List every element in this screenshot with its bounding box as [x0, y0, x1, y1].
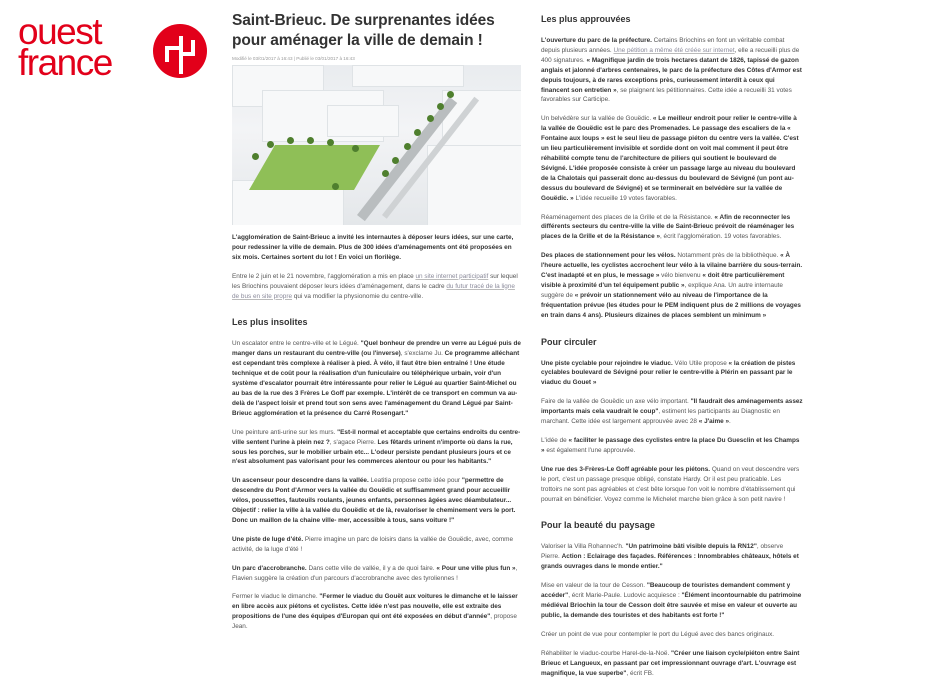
idea-paragraph: [232, 564, 522, 584]
body-text: Réaménagement des places de la Grille et de la Résistance.: [541, 213, 715, 221]
petition-link[interactable]: Une pétition a même été créée sur internet: [613, 46, 735, 54]
body-text: , écrit l'agglomération. 19 votes favorables.: [660, 233, 782, 241]
bold-quote-text: Des places de stationnement pour les vélos.: [541, 252, 676, 260]
body-text: Fermer le viaduc le dimanche.: [232, 593, 320, 601]
idea-paragraph: [541, 436, 803, 456]
participatory-site-link[interactable]: un site internet participatif: [415, 272, 489, 280]
body-text: Réhabiliter le viaduc-courbe Harel-de-la-Noë.: [541, 649, 672, 657]
body-text: vélo bienvenu: [659, 272, 703, 280]
idea-paragraph: [541, 359, 803, 389]
body-text: Mise en valeur de la tour de Cesson.: [541, 582, 647, 590]
article-lead: L'agglomération de Saint-Brieuc a invité les internautes à déposer leurs idées, sur une carte, pour redessiner la ville de demain. Plus de 300 idées d'aménagements ont été proposées en six mois. Certaines sortent du lot ! En voici un florilège.: [232, 234, 514, 261]
section-heading-approuvees: Les plus approuvées: [541, 14, 631, 24]
body-text: Valoriser la Villa Rohannec'h.: [541, 543, 626, 551]
bold-quote-text: "Créer une liaison cycle/piéton entre Saint Brieuc et Langueux, en passant par cet impressionnant ouvrage d'art. L'ouvrage est magnifique, la vue superbe": [541, 649, 800, 677]
body-text: sur lequel les Briochins pouvaient déposer leurs idées d'aménagement, dans le cadre: [232, 272, 518, 290]
article-intro: [232, 272, 522, 302]
body-text: Quand on veut descendre vers le port, c'est un passage presque obligé, constate Hardy. Or il est peu praticable. Les trottoirs ne sont pas agréables et c'est bête lorsque l'on voit le nombre d'établissement qui pourrait en bénéficier. Voyez comme le Michelet marche bien grâce à son petit navire !: [541, 465, 800, 503]
section-heading-insolites: Les plus insolites: [232, 317, 308, 328]
bold-quote-text: "Il faudrait des aménagements assez importants mais cela vaudrait le coup": [541, 398, 803, 416]
body-text: est également l'une approuvée.: [544, 446, 636, 454]
body-text: Certains Briochins en font un véritable combat depuis plusieurs années.: [541, 37, 785, 54]
body-text: Notamment près de la bibliothèque.: [675, 252, 781, 260]
body-text: Un escalator entre le centre-ville et le Légué.: [232, 340, 361, 348]
idea-paragraph: [232, 428, 522, 468]
body-text: L'idée de: [541, 437, 569, 444]
body-text: , elle a recueilli plus de 400 signatures.: [541, 46, 800, 64]
idea-paragraph: [541, 542, 803, 572]
body-text: , estiment les participants au Diagnostic en marchant. Cette idée est largement approuvée avec 28: [541, 408, 780, 426]
logo-line-france: france: [18, 42, 112, 83]
body-text: Pierre imagine un parc de loisirs dans la vallée de Gouëdic, avec, comme activité, de la luge d'été !: [232, 535, 514, 553]
section-heading-circuler: Pour circuler: [541, 336, 597, 347]
body-text: Leatitia propose cette idée pour: [368, 477, 462, 485]
body-text: Dans cette ville de vallée, il y a de quoi faire.: [306, 564, 437, 572]
bold-quote-text: "Beaucoup de touristes demandent comment y accéder": [541, 582, 791, 600]
idea-paragraph: [541, 581, 803, 621]
bold-quote-text: « À l'heure actuelle, les cyclistes accrochent leur vélo à la vilaine barrière du sous-terrain. C'est inadapté et en plus, le message »: [541, 252, 803, 280]
bold-quote-text: Les fêtards urinent n'importe où dans la rue, sous les porches, sur le mobilier urbain etc... L'odeur persiste pendant plusieurs jours et ce n'est absolument pas valorisant pour les commerces alentour ou pour les habitants.": [232, 438, 513, 466]
bold-quote-text: Action : Eclairage des façades. Références : Innombrables châteaux, hôtels et grands ouvrages dans le monde entier.": [541, 553, 799, 571]
body-text: , s'exclame Ju.: [400, 350, 445, 358]
bold-quote-text: « doit être particulièrement visible à proximité d'un tel équipement public »: [541, 272, 785, 289]
article-hero-image: [232, 65, 521, 225]
idea-paragraph: [232, 339, 522, 418]
body-text: L'idée recueille 19 votes favorables.: [573, 194, 677, 202]
article-left-column: [232, 0, 522, 641]
idea-paragraph: [541, 465, 803, 505]
bold-quote-text: Une rue des 3-Frères-Le Goff agréable pour les piétons.: [541, 465, 711, 473]
bold-quote-text: Un ascenseur pour descendre dans la vallée.: [232, 477, 369, 485]
bold-quote-text: « Magnifique jardin de trois hectares datant de 1826, tapissé de gazon anglais et jalonné d'arbres centenaires, le parc de la préfecture des Côtes d'Armor est depuis toujours, à de rares exceptions près, curieusement interdit à ceux qui financent son entretien »: [541, 56, 802, 94]
body-text: Un belvédère sur la vallée de Gouëdic.: [541, 115, 653, 123]
body-text: , observe Pierre.: [541, 543, 784, 561]
idea-paragraph: [541, 114, 803, 203]
bold-quote-text: « Afin de reconnecter les différents secteurs du centre-ville la ville de Saint-Brieuc prévoit de réaménager les places de la Grille et de la Résistance »: [541, 213, 795, 241]
logo-wordmark: [18, 11, 112, 83]
idea-paragraph: [541, 630, 803, 640]
body-text: Une peinture anti-urine sur les murs.: [232, 428, 338, 436]
bold-quote-text: L'ouverture du parc de la préfecture.: [541, 37, 652, 44]
body-text: , écrit FB.: [626, 669, 654, 677]
body-text: , écrit Marie-Paule. Ludovic acquiesce :: [568, 592, 682, 600]
bold-quote-text: Une piste de luge d'été.: [232, 535, 304, 543]
idea-paragraph: [541, 36, 803, 105]
bold-quote-text: "Un patrimoine bâti visible depuis la RN12": [625, 543, 757, 551]
bus-line-link[interactable]: du futur tracé de la ligne de bus en site propre: [232, 282, 515, 300]
body-text: , propose Jean.: [232, 613, 517, 631]
idea-paragraph: [232, 476, 522, 526]
body-text: , explique Ana. Un autre internaute suggère de: [541, 281, 783, 299]
body-text: , s'agace Pierre.: [329, 438, 378, 446]
bold-quote-text: « Le meilleur endroit pour relier le centre-ville à la vallée de Gouëdic est le parc des Promenades. Le passage des escaliers de la « Fontaine aux loups » est le seul lieu de passage piéton du centre vers la vallée. C'est un lieu particulièrement invisible et sordide dont on voit mal comment il peut être réhabilité compte tenu de l'architecture de piliers qui soutient le boulevard de Sévigné. L'idée proposée consiste à créer un passage large au niveau du boulevard de la Chalotais qui passerait donc au-dessus du boulevard de Sévigné (un pont au-dessus du boulevard de Sévigné) et se terminerait en belvédère sur la vallée de Gouëdic. »: [541, 115, 799, 202]
idea-paragraph: [541, 251, 803, 320]
logo-line-ouest: ouest: [18, 11, 102, 52]
bold-quote-text: « prévoir un stationnement vélo au niveau de l'importance de la fréquentation prévue (les études pour le PEM indiquent plus de 2 millions de voyages en train dans 4 ans). Plusieurs dizaines de places semblent un minimum »: [541, 291, 801, 319]
section-heading-paysage: Pour la beauté du paysage: [541, 520, 656, 531]
bold-quote-text: "Élément incontournable du patrimoine médiéval Briochin la tour de Cesson doit être sauvée et mise en valeur et ouverte au public, la demande des touristes et des habitants est forte !": [541, 592, 802, 619]
bold-quote-text: Ce programme alléchant est cependant très complexe à réaliser à pied. À vélo, il faut être bien entraîné ! Une étude technique et de coût pour la réalisation d'un funiculaire ou téléphérique urbain, voir d'un système d'escalator pourrait être intéressante pour relier le Légué au quartier Saint-Michel ou au bas de la rue des 3 Frères Le Goff par exemple. L'intérêt de ce transport en commun va au-delà de l'aspect loisir et prend tout son sens avec l'aménagement du Grand Légué par Saint-Brieuc agglomération et la présence du Carré Rosengart.": [232, 350, 520, 417]
article-right-column: [541, 0, 803, 687]
bold-quote-text: "permettre de descendre du Pont d'Armor vers la vallée du Gouëdic et suffisamment grand pour accueillir vélos, poussettes, fauteuils roulants, jeunes enfants, personnes âgées avec déambulateur... Objectif : relier la ville à la vallée du Gouëdic et de là, revaloriser le cheminement vers le port. Donc un maillon de la chaine ville- mer, accessible à tous, sans voiture !": [232, 477, 516, 524]
body-text: .: [729, 418, 731, 426]
bold-quote-text: Un parc d'accrobranche.: [232, 564, 307, 572]
bold-quote-text: "Fermer le viaduc du Gouët aux voitures le dimanche et le laisser en libre accès aux piétons et cyclistes. Cette idée n'est pas nouvelle, elle est extraite des propositions de l'une des équipes d'Europan qui ont été exposées en début d'année": [232, 593, 518, 621]
article-title: Saint-Brieuc. De surprenantes idées pour aménager la ville de demain !: [232, 12, 495, 49]
body-text: , se plaignent les pétitionnaires. Cette idée a recueilli 31 votes favorables sur Carticipe.: [541, 86, 792, 104]
idea-paragraph: [232, 592, 522, 632]
bold-quote-text: « J'aime »: [698, 418, 730, 426]
idea-paragraph: [541, 213, 803, 243]
bold-quote-text: « la création de pistes cyclables boulevard de Sévigné pour relier le centre-ville à Plérin en passant par le viaduc du Gouet »: [541, 359, 796, 387]
idea-paragraph: [541, 397, 803, 427]
body-text: Créer un point de vue pour contempler le port du Légué avec des bancs originaux.: [541, 630, 775, 638]
logo-circle-icon: [153, 24, 207, 78]
bold-quote-text: Une piste cyclable pour rejoindre le viaduc.: [541, 359, 673, 367]
idea-paragraph: [232, 535, 522, 555]
bold-quote-text: « faciliter le passage des cyclistes entre la place Du Guesclin et les Champs »: [541, 437, 800, 454]
bold-quote-text: « Pour une ville plus fun »: [436, 564, 516, 572]
body-text: , Flavien suggère la création d'un parcours d'accrobranche avec des tyroliennes !: [232, 564, 518, 582]
body-text: Vélo Utile propose: [672, 359, 729, 367]
body-text: Faire de la vallée de Gouëdic un axe vélo important.: [541, 398, 691, 406]
bold-quote-text: "Est-il normal et acceptable que certains endroits du centre-ville sentent l'urine à plein nez ?: [232, 428, 521, 446]
body-text: qui va modifier la physionomie du centre-ville.: [292, 292, 424, 300]
bold-quote-text: "Quel bonheur de prendre un verre au Légué puis de manger dans un restaurant du centre-ville (ou l'inverse): [232, 340, 521, 358]
ouest-france-logo[interactable]: [18, 11, 198, 83]
body-text: Entre le 2 juin et le 21 novembre, l'agglomération a mis en place: [232, 272, 416, 280]
article-dates: Modifié le 03/01/2017 à 16:43 | Publié le 03/01/2017 à 16:43: [232, 56, 355, 61]
